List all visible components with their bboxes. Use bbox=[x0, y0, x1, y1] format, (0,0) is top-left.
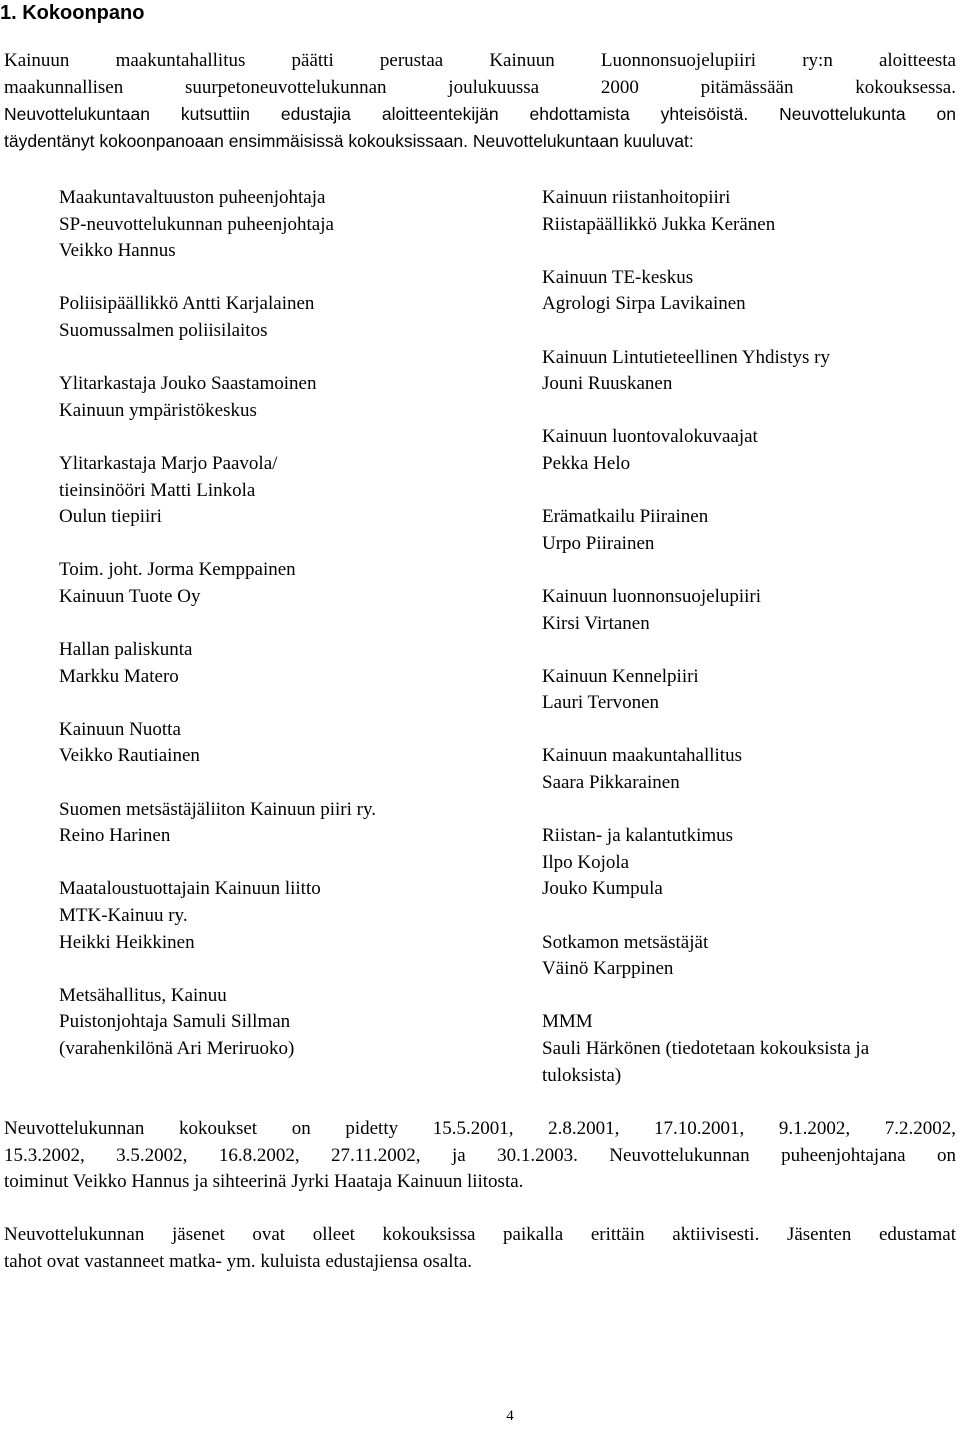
member-line: Jouko Kumpula bbox=[542, 878, 663, 900]
member-line: tieinsinööri Matti Linkola bbox=[59, 479, 256, 501]
member-line: Agrologi Sirpa Lavikainen bbox=[542, 293, 746, 315]
member-line: Lauri Tervonen bbox=[542, 692, 660, 714]
member-line: Kainuun Nuotta bbox=[59, 718, 181, 740]
member-line: Urpo Piirainen bbox=[542, 532, 655, 554]
member-line: Kainuun Kennelpiiri bbox=[542, 665, 699, 687]
intro-line: Neuvottelukuntaan kutsuttiin edustajia aloitteentekijän ehdottamista yhteisöistä. Neuvottelukunta on bbox=[4, 104, 956, 125]
member-entry bbox=[542, 930, 960, 983]
member-line: Ylitarkastaja Marjo Paavola/ bbox=[59, 452, 278, 474]
meetings-line: Neuvottelukunnan kokoukset on pidetty 15.5.2001, 2.8.2001, 17.10.2001, 9.1.2002, 7.2.2002, bbox=[4, 1118, 956, 1139]
member-line: Saara Pikkarainen bbox=[542, 772, 680, 794]
member-entry bbox=[59, 717, 509, 770]
member-line: Maakuntavaltuuston puheenjohtaja bbox=[59, 187, 326, 208]
member-line: Kainuun Lintutieteellinen Yhdistys ry bbox=[542, 346, 830, 368]
section-heading: 1. Kokoonpano bbox=[0, 2, 145, 24]
member-line: Kirsi Virtanen bbox=[542, 612, 650, 634]
member-line: Veikko Hannus bbox=[59, 240, 176, 262]
member-line: Veikko Rautiainen bbox=[59, 745, 200, 767]
member-line: Jouni Ruuskanen bbox=[542, 373, 673, 395]
member-entry bbox=[542, 265, 960, 318]
member-entry bbox=[59, 557, 509, 610]
member-line: Ylitarkastaja Jouko Saastamoinen bbox=[59, 373, 317, 395]
member-entry bbox=[542, 345, 960, 398]
member-entry bbox=[59, 185, 509, 265]
member-line: Maataloustuottajain Kainuun liitto bbox=[59, 878, 321, 900]
member-line: tuloksista) bbox=[542, 1064, 622, 1086]
intro-line: maakunnallisen suurpetoneuvottelukunnan joulukuussa 2000 pitämässään kokouksessa. bbox=[4, 76, 956, 98]
activity-line: Neuvottelukunnan jäsenet ovat olleet kokouksissa paikalla erittäin aktiivisesti. Jäsenten edustamat bbox=[4, 1224, 956, 1245]
member-line: (varahenkilönä Ari Meriruoko) bbox=[59, 1038, 295, 1059]
member-entry bbox=[542, 504, 960, 557]
member-line: SP-neuvottelukunnan puheenjohtaja bbox=[59, 213, 334, 235]
member-entry bbox=[542, 424, 960, 477]
member-line: Puistonjohtaja Samuli Sillman bbox=[59, 1011, 291, 1033]
member-entry bbox=[59, 451, 509, 531]
member-line: MMM bbox=[542, 1011, 593, 1033]
member-line: Heikki Heikkinen bbox=[59, 931, 195, 953]
member-line: Kainuun maakuntahallitus bbox=[542, 745, 742, 767]
member-line: Väinö Karppinen bbox=[542, 958, 674, 980]
member-entry bbox=[59, 637, 509, 690]
member-entry bbox=[59, 876, 509, 956]
member-line: Poliisipäällikkö Antti Karjalainen bbox=[59, 293, 315, 315]
meetings-paragraph bbox=[4, 1116, 956, 1196]
member-entry bbox=[542, 584, 960, 637]
member-entry bbox=[542, 185, 960, 238]
member-line: Riistan- ja kalantutkimus bbox=[542, 825, 734, 847]
meetings-line: 15.3.2002, 3.5.2002, 16.8.2002, 27.11.2002, ja 30.1.2003. Neuvottelukunnan puheenjohtajana on bbox=[4, 1144, 956, 1166]
member-line: Metsähallitus, Kainuu bbox=[59, 984, 227, 1006]
members-right-column bbox=[542, 185, 960, 1116]
member-entry bbox=[542, 664, 960, 717]
meetings-line: toiminut Veikko Hannus ja sihteerinä Jyrki Haataja Kainuun liitosta. bbox=[4, 1171, 524, 1193]
intro-line: täydentänyt kokoonpanoaan ensimmäisissä kokouksissaan. Neuvottelukuntaan kuuluvat: bbox=[4, 130, 694, 151]
member-line: Kainuun ympäristökeskus bbox=[59, 399, 257, 421]
member-line: Reino Harinen bbox=[59, 825, 171, 847]
member-line: MTK-Kainuu ry. bbox=[59, 905, 188, 927]
member-line: Ilpo Kojola bbox=[542, 851, 630, 873]
member-entry bbox=[59, 797, 509, 850]
member-line: Kainuun Tuote Oy bbox=[59, 585, 201, 607]
member-line: Kainuun luonnonsuojelupiiri bbox=[542, 585, 762, 607]
member-line: Suomen metsästäjäliiton Kainuun piiri ry. bbox=[59, 798, 376, 820]
member-line: Kainuun luontovalokuvaajat bbox=[542, 426, 758, 448]
intro-paragraph bbox=[4, 48, 956, 154]
member-line: Oulun tiepiiri bbox=[59, 506, 162, 528]
member-entry bbox=[59, 291, 509, 344]
member-line: Pekka Helo bbox=[542, 452, 631, 474]
member-entry bbox=[542, 1009, 960, 1089]
activity-paragraph bbox=[4, 1222, 956, 1275]
member-entry bbox=[59, 983, 509, 1063]
intro-line: Kainuun maakuntahallitus päätti perustaa Kainuun Luonnonsuojelupiiri ry:n aloitteesta bbox=[4, 50, 956, 71]
member-line: Riistapäällikkö Jukka Keränen bbox=[542, 213, 776, 235]
member-entry bbox=[59, 371, 509, 424]
page-number: 4 bbox=[506, 1408, 514, 1424]
member-line: Markku Matero bbox=[59, 665, 179, 687]
member-line: Sauli Härkönen (tiedotetaan kokouksista ja bbox=[542, 1038, 870, 1059]
member-line: Sotkamon metsästäjät bbox=[542, 931, 709, 953]
member-line: Toim. joht. Jorma Kemppainen bbox=[59, 559, 296, 581]
member-line: Erämatkailu Piirainen bbox=[542, 506, 709, 528]
member-entry bbox=[542, 743, 960, 796]
member-entry bbox=[542, 823, 960, 903]
member-line: Suomussalmen poliisilaitos bbox=[59, 319, 268, 341]
members-left-column bbox=[59, 185, 509, 1089]
member-line: Kainuun riistanhoitopiiri bbox=[542, 187, 731, 208]
member-line: Kainuun TE-keskus bbox=[542, 266, 694, 288]
member-line: Hallan paliskunta bbox=[59, 639, 193, 661]
activity-line: tahot ovat vastanneet matka- ym. kuluista edustajiensa osalta. bbox=[4, 1250, 473, 1272]
